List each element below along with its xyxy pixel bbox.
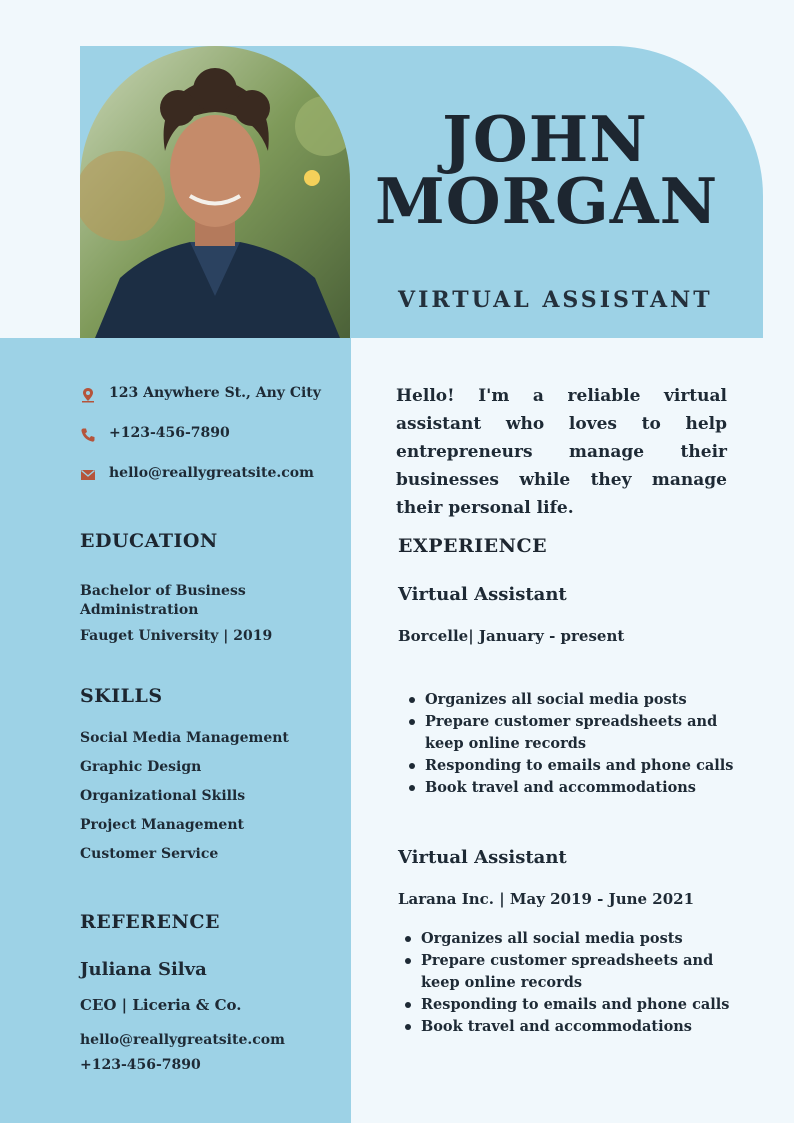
job-role: Virtual Assistant [398,584,567,605]
reference-role: CEO | Liceria & Co. [80,996,242,1014]
phone-text: +123-456-7890 [109,425,230,441]
reference-name: Juliana Silva [80,959,207,980]
skill-item: Project Management [80,817,244,833]
skill-item: Social Media Management [80,730,289,746]
reference-email: hello@reallygreatsite.com [80,1032,285,1048]
first-name: JOHN [442,102,648,176]
skill-item: Graphic Design [80,759,202,775]
last-name: MORGAN [375,164,719,238]
experience-heading: EXPERIENCE [398,535,548,557]
list-item: Organizes all social media posts [405,689,735,711]
skill-item: Organizational Skills [80,788,246,804]
profile-summary: Hello! I'm a reliable virtual assistant who loves to help entrepreneurs manage their businesses while they manage their personal life. [396,386,727,518]
job-duties [405,689,735,799]
job-duties [401,928,731,1038]
phone-icon [80,427,96,443]
skill-item: Customer Service [80,846,219,862]
education-school: Fauget University | 2019 [80,628,273,644]
list-item: Responding to emails and phone calls [401,994,731,1016]
location-pin-icon [80,387,96,403]
full-name [375,102,719,238]
job-title: VIRTUAL ASSISTANT [398,287,713,313]
education-degree-line2: Administration [80,602,199,618]
profile-photo [80,46,350,338]
skills-heading: SKILLS [80,685,163,707]
education-heading: EDUCATION [80,530,218,552]
reference-phone: +123-456-7890 [80,1057,201,1073]
email-text: hello@reallygreatsite.com [109,465,314,481]
address-text: 123 Anywhere St., Any City [109,385,321,401]
list-item: Prepare customer spreadsheets and keep online records [401,950,731,994]
list-item: Book travel and accommodations [401,1016,731,1038]
job-role: Virtual Assistant [398,847,567,868]
list-item: Organizes all social media posts [401,928,731,950]
list-item: Prepare customer spreadsheets and keep online records [405,711,735,755]
envelope-icon [80,467,96,483]
job-company: Borcelle| January - present [398,627,625,645]
education-degree-line1: Bachelor of Business [80,583,246,599]
list-item: Responding to emails and phone calls [405,755,735,777]
reference-heading: REFERENCE [80,911,220,933]
job-company: Larana Inc. | May 2019 - June 2021 [398,890,695,908]
list-item: Book travel and accommodations [405,777,735,799]
